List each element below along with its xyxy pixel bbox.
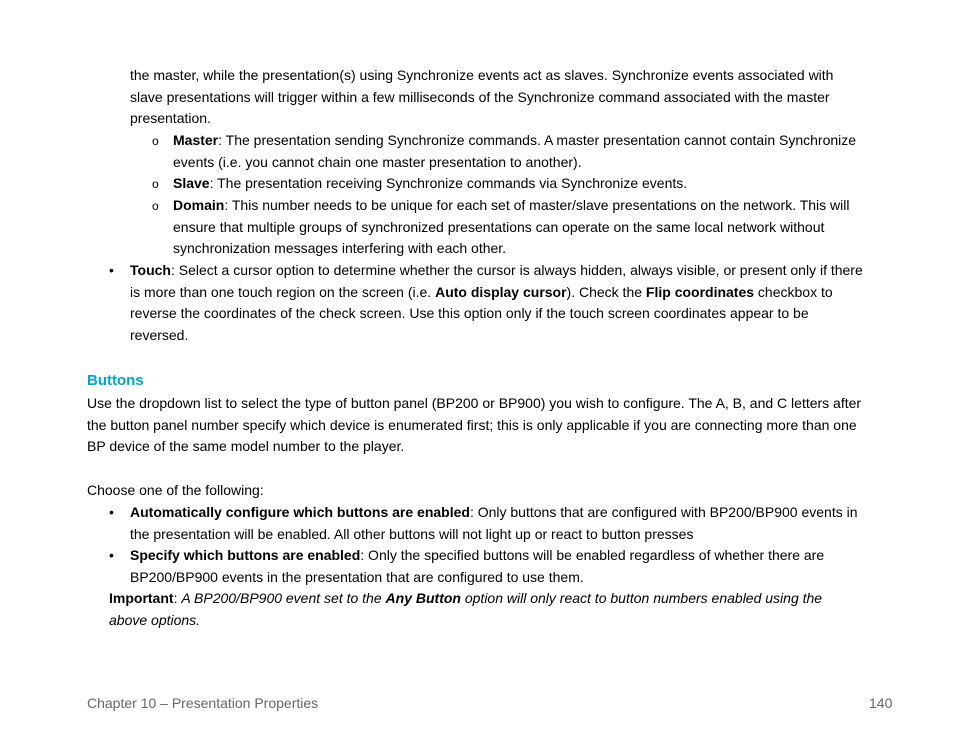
bullet-text: : Only the specified buttons will be enabled regardless of whether there are BP200/BP900 events in the presentation that are configured to use them. <box>130 547 825 585</box>
footer-page-number: 140 <box>869 695 893 711</box>
bullet-term: Automatically configure which buttons are enabled <box>130 504 470 520</box>
buttons-intro-paragraph <box>87 393 867 458</box>
sub-bullet-text: : The presentation receiving Synchronize commands via Synchronize events. <box>209 175 688 191</box>
bullet-marker: • <box>109 504 114 520</box>
buttons-bullet-auto <box>130 502 875 545</box>
auto-display-cursor-term: Auto display cursor <box>435 283 567 300</box>
bullet-term: Specify which buttons are enabled <box>130 547 361 563</box>
sync-intro-paragraph <box>130 65 870 130</box>
sub-bullet-text: : The presentation sending Synchronize commands. A master presentation cannot contain Synchronize events (i.e. you cannot chain one master presentation to another). <box>173 132 857 170</box>
sub-bullet-master <box>173 130 863 173</box>
touch-text-b: ). Check the <box>566 283 646 300</box>
sub-bullet-term: Domain <box>173 197 225 213</box>
bullet-marker: • <box>109 262 114 278</box>
important-text-b: option will only react to button numbers enabled using the above options. <box>109 590 823 628</box>
sub-bullet-marker: o <box>152 134 159 148</box>
footer-chapter: Chapter 10 – Presentation Properties <box>87 695 319 711</box>
important-text-a: A BP200/BP900 event set to the <box>181 590 386 606</box>
sub-bullet-marker: o <box>152 177 159 191</box>
sub-bullet-domain <box>173 195 863 260</box>
bullet-text: : Only buttons that are configured with BP200/BP900 events in the presentation will be enabled. All other buttons will not light up or react to button presses <box>130 504 858 542</box>
choose-paragraph <box>87 480 867 502</box>
sub-bullet-term: Slave <box>173 175 210 191</box>
choose-text: Choose one of the following: <box>87 482 264 498</box>
sync-intro-text: the master, while the presentation(s) using Synchronize events act as slaves. Synchronize events associated with slave presentations will trigger within a few milliseconds of the Synchronize command associated with the master presentation. <box>130 67 834 127</box>
sub-bullet-marker: o <box>152 199 159 213</box>
touch-term: Touch <box>130 262 171 278</box>
important-colon: : <box>173 590 182 606</box>
touch-bullet <box>130 260 865 346</box>
buttons-heading: Buttons <box>87 372 144 389</box>
sub-bullet-text: : This number needs to be unique for each set of master/slave presentations on the network. This will ensure that multiple groups of synchronized presentations can operate on the same local network without synchronization messages interfering with each other. <box>173 197 850 257</box>
flip-coordinates-term: Flip coordinates <box>645 283 755 300</box>
bullet-marker: • <box>109 547 114 563</box>
important-label: Important <box>109 590 174 606</box>
any-button-term: Any Button <box>385 590 461 606</box>
sub-bullet-slave <box>173 173 863 195</box>
buttons-intro-text: Use the dropdown list to select the type of button panel (BP200 or BP900) you wish to configure. The A, B, and C letters after the button panel number specify which device is enumerated first; this is only applicable if you are connecting more than one BP device of the same model number to the player. <box>87 395 862 455</box>
buttons-bullet-specify <box>130 545 865 588</box>
touch-text-c: checkbox to reverse the coordinates of the check screen. Use this option only if the touch screen coordinates appear to be reversed. <box>130 283 833 343</box>
touch-text-a: : Select a cursor option to determine whether the cursor is always hidden, always visible, or present only if there is more than one touch region on the screen (i.e. <box>130 262 863 300</box>
sub-bullet-term: Master <box>173 132 219 148</box>
important-note <box>109 588 859 631</box>
